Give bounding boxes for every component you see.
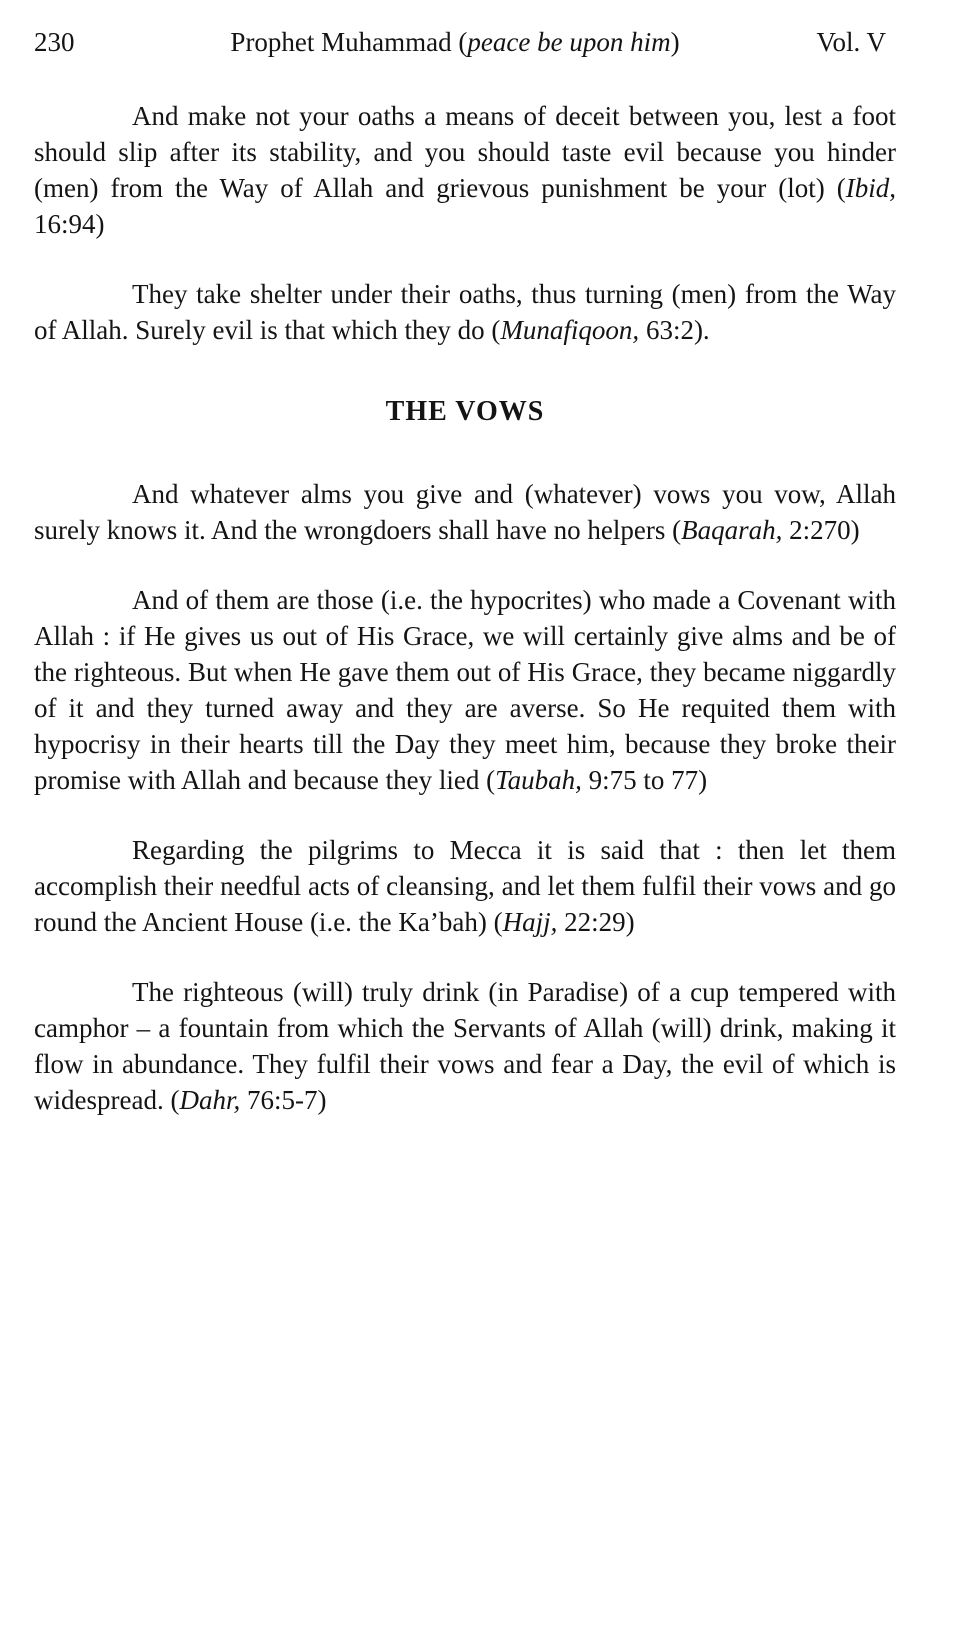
text-run: 2:270) bbox=[782, 515, 860, 545]
paragraph bbox=[34, 582, 896, 798]
text-run: They take shelter under their oaths, thus turning (men) from the Way of Allah. Surely evil is that which they do ( bbox=[34, 279, 896, 345]
text-run: And of them are those (i.e. the hypocrites) who made a Covenant with Allah : if He gives us out of His Grace, we will certainly give alms and be of the righteous. But when He gave them out of His Grace, they became niggardly of it and they turned away and they are averse. So He requited them with hypocrisy in their hearts till the Day they meet him, because they broke their promise with Allah and because they lied ( bbox=[34, 585, 896, 795]
paragraph bbox=[34, 974, 896, 1118]
italic-citation-run: Taubah, bbox=[495, 765, 582, 795]
text-run: And make not your oaths a means of deceit between you, lest a foot should slip after its stability, and you should taste evil because you hinder (men) from the Way of Allah and grievous punishment be your (lot) ( bbox=[34, 101, 896, 203]
paragraph bbox=[34, 832, 896, 940]
section-heading: THE VOWS bbox=[385, 396, 545, 427]
italic-citation-run: Baqarah, bbox=[681, 515, 783, 545]
paragraph bbox=[34, 476, 896, 548]
italic-citation-run: Hajj, bbox=[502, 907, 558, 937]
text-run: The righteous (will) truly drink (in Paradise) of a cup tempered with camphor – a fountain from which the Servants of Allah (will) drink, making it flow in abundance. They fulfil their vows and fear a Day, the evil of which is widespread. ( bbox=[34, 977, 896, 1115]
paragraph bbox=[34, 276, 896, 348]
italic-citation-run: Ibid, bbox=[845, 173, 896, 203]
paragraph bbox=[34, 98, 896, 242]
page-content bbox=[34, 98, 896, 1118]
text-run: ) bbox=[670, 27, 680, 57]
running-title bbox=[164, 24, 746, 60]
text-run: Prophet Muhammad ( bbox=[230, 27, 468, 57]
text-run: 22:29) bbox=[557, 907, 635, 937]
page-number: 230 bbox=[34, 27, 75, 57]
text-run: 63:2). bbox=[639, 315, 710, 345]
text-run: And whatever alms you give and (whatever) vows you vow, Allah surely knows it. And the wrongdoers shall have no helpers ( bbox=[34, 479, 896, 545]
text-run: Regarding the pilgrims to Mecca it is said that : then let them accomplish their needful acts of cleansing, and let them fulfil their vows and go round the Ancient House (i.e. the Ka’bah) ( bbox=[34, 835, 896, 937]
text-run: 16:94) bbox=[34, 209, 105, 239]
text-run: 9:75 to 77) bbox=[581, 765, 708, 795]
text-run: 76:5-7) bbox=[240, 1085, 327, 1115]
italic-citation-run: Dahr, bbox=[179, 1085, 241, 1115]
italic-citation-run: peace be upon him bbox=[467, 27, 671, 57]
volume-label: Vol. V bbox=[816, 27, 886, 57]
italic-citation-run: Munafiqoon, bbox=[500, 315, 640, 345]
page-header bbox=[34, 24, 896, 60]
